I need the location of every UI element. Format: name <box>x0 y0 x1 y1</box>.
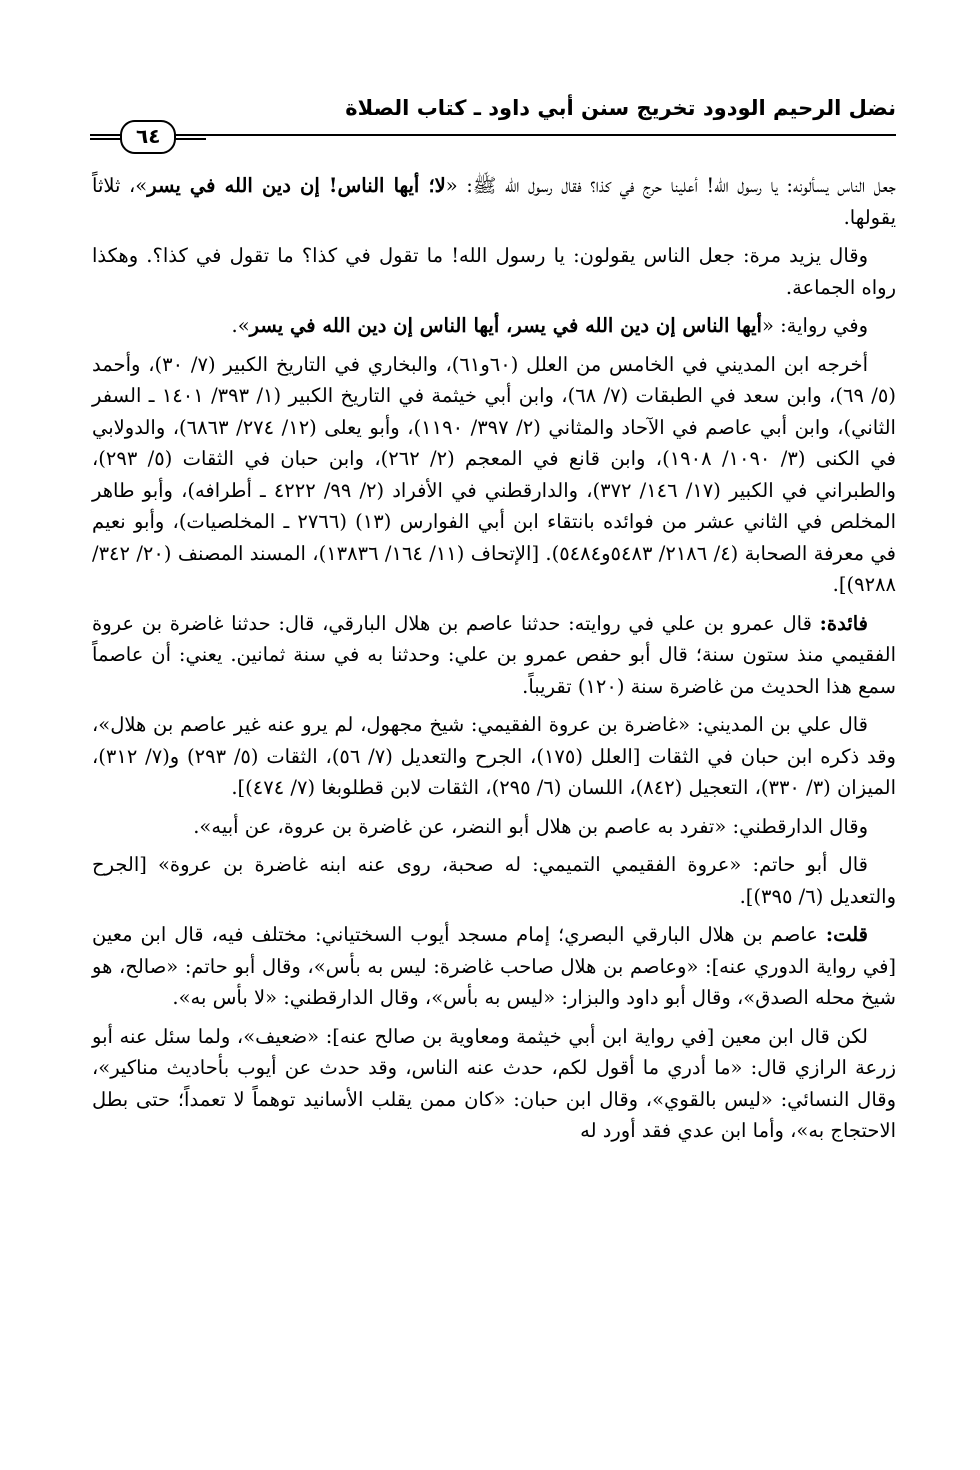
text-run: قال عمرو بن علي في روايته: حدثنا عاصم بن هلال البارقي، قال: حدثنا غاضرة بن عروة الفقيمي منذ ستون سنة؛ قال أبو حفص عمرو بن علي: وحدثنا به في سنة ثمانين. يعني: أن عاصماً سمع هذا الحديث من غاضرة سنة (١٢٠) تقريباً. <box>92 611 896 698</box>
paragraph-5 <box>92 608 896 703</box>
paragraph-10: لكن قال ابن معين [في رواية ابن أبي خيثمة ومعاوية بن صالح عنه]: «ضعيف»، ولما سئل عنه أبو زرعة الرازي قال: «ما أدري ما أقول لكم، حدث عنه الناس، وقد حدث عن أيوب بأحاديث مناكير»، وقال النسائي: «ليس بالقوي»، وقال ابن حبان: «كان ممن يقلب الأسانيد توهماً لا تعمداً؛ حتى بطل الاحتجاج به»، وأما ابن عدي فقد أورد له <box>92 1024 896 1142</box>
paragraph-7: وقال الدارقطني: «تفرد به عاصم بن هلال أبو النضر، عن غاضرة بن عروة، عن أبيه». <box>193 814 868 838</box>
header-rule <box>90 134 896 136</box>
page-number-badge <box>90 120 206 154</box>
page-body <box>92 170 896 1154</box>
paragraph-8: قال أبو حاتم: «عروة الفقيمي التميمي: له صحبة، روى عنه ابنه غاضرة بن عروة» [الجرح والتعديل (٦/ ٣٩٥)]. <box>92 853 896 908</box>
text-run: وفي رواية: « <box>761 314 868 337</box>
running-title: نضل الرحيم الودود تخريج سنن أبي داود ـ كتاب الصلاة <box>345 96 896 120</box>
hadith-quote: لا؛ أيها الناس! إن دين الله في يسر <box>147 174 446 197</box>
text-run: عاصم بن هلال البارقي البصري؛ إمام مسجد أيوب السختياني: مختلف فيه، قال ابن معين [في رواية الدوري عنه]: «وعاصم بن هلال صاحب غاضرة: ليس به بأس»، وقال أبو حاتم: «صالح، هو شيخ محله الصدق»، وقال أبو داود والبزار: «ليس به بأس»، وقال الدارقطني: «لا بأس به». <box>92 923 896 1009</box>
paragraph-3 <box>92 310 896 342</box>
paragraph-9 <box>92 919 896 1014</box>
badge-right-rule <box>174 134 206 140</box>
paragraph-6: قال علي بن المديني: «غاضرة بن عروة الفقيمي: شيخ مجهول، لم يرو عنه غير عاصم بن هلال»، وقد ذكره ابن حبان في الثقات [العلل (١٧٥)، الجرح والتعديل (٧/ ٥٦)، الثقات (٥/ ٢٩٣) و(٧/ ٣١٢)، الميزان (٣/ ٣٣٠)، التعجيل (٨٤٢)، اللسان (٦/ ٢٩٥)، الثقات لابن قطلوبغا (٧/ ٤٧٤)]. <box>92 713 896 799</box>
text-run: »، ثلاثاً يقولها. <box>92 174 896 229</box>
note-label: فائدة: <box>819 611 868 635</box>
badge-left-rule <box>90 134 122 140</box>
note-label: قلت: <box>825 923 868 946</box>
paragraph-4: أخرجه ابن المديني في الخامس من العلل (٦٠و٦١)، والبخاري في التاريخ الكبير (٧/ ٣٠)، وأحمد (٥/ ٦٩)، وابن سعد في الطبقات (٧/ ٦٨)، وابن أبي خيثمة في التاريخ الكبير (١/ ٣٩٣/ ١٤٠١ ـ السفر الثاني)، وابن أبي عاصم في الآحاد والمثاني (٢/ ٣٩٧/ ١١٩٠)، وأبو يعلى (١٢/ ٢٧٤/ ٦٨٦٣)، والدولابي في الكنى (٣/ ١٠٩٠/ ١٩٠٨)، وابن قانع في المعجم (٢/ ٢٦٢)، وابن حبان في الثقات (٥/ ٢٩٣)، والطبراني في الكبير (١٧/ ١٤٦/ ٣٧٢)، والدارقطني في الأفراد (٢/ ٩٩/ ٤٢٢٢ ـ أطرافه)، وأبو طاهر المخلص في الثاني عشر من فوائده بانتقاء ابن أبي الفوارس (١٣) (٢٧٦٦ ـ المخلصيات)، وأبو نعيم في معرفة الصحابة (٤/ ٢١٨٦/ ٥٤٨٣و٥٤٨٤). [الإتحاف (١١/ ١٦٤/ ١٣٨٣٦)، المسند المصنف (٢٠/ ٣٤٢/ ٩٢٨٨)]. <box>92 352 896 596</box>
page-number: ٦٤ <box>120 120 176 154</box>
text-run: ». <box>231 314 250 337</box>
hadith-quote: أيها الناس إن دين الله في يسر، أيها الناس إن دين الله في يسر <box>249 314 762 337</box>
text-run: جعل الناس يسألونه: يا رسول الله! أعلينا حرج في كذا؟ فقال رسول الله ﷺ: « <box>445 174 896 197</box>
paragraph-1 <box>92 170 896 233</box>
paragraph-2: وقال يزيد مرة: جعل الناس يقولون: يا رسول الله! ما تقول في كذا؟ ما تقول في كذا؟. وهكذا رواه الجماعة. <box>92 244 896 299</box>
page-header <box>90 86 896 156</box>
